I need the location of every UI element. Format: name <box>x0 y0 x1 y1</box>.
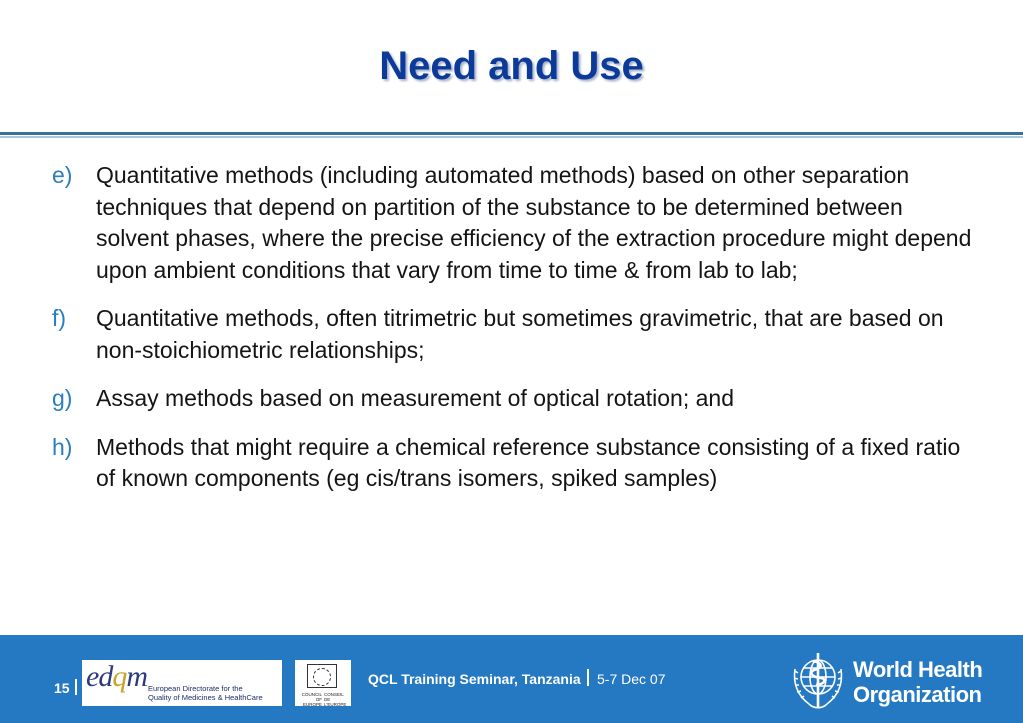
list-item-text: Assay methods based on measurement of optical rotation; and <box>96 385 734 411</box>
edqm-logo <box>82 660 282 706</box>
list-marker: g) <box>52 385 73 411</box>
seminar-separator <box>587 669 589 686</box>
coe-label-en: COUNCIL OF EUROPE <box>301 692 322 707</box>
page-separator <box>75 679 77 695</box>
council-of-europe-logo <box>295 660 351 706</box>
list-item-text: Methods that might require a chemical reference substance consisting of a fixed ratio of known components (eg cis/trans isomers, spiked samples) <box>96 433 961 491</box>
title-divider <box>0 132 1023 135</box>
edqm-caption-line: Quality of Medicines & HealthCare <box>148 693 263 702</box>
list-item-e <box>52 160 972 286</box>
list-marker: e) <box>52 162 73 188</box>
list-item-text: Quantitative methods (including automated methods) based on other separation techniques that depend on partition of the substance to be determined between solvent phases, where the precise efficiency of the extraction procedure might depend upon ambient conditions that vary from time to time & from lab to lab; <box>96 162 972 283</box>
edqm-logo-mark: edqm <box>86 660 147 693</box>
seminar-name: QCL Training Seminar, Tanzania <box>368 671 581 687</box>
list-item-text: Quantitative methods, often titrimetric but sometimes gravimetric, that are based on non-stoichiometric relationships; <box>96 305 944 363</box>
who-emblem-icon <box>789 649 847 713</box>
coe-label-fr: CONSEIL DE L'EUROPE <box>324 692 347 707</box>
council-of-europe-flag-icon <box>307 664 337 688</box>
slide-footer <box>0 635 1023 723</box>
edqm-caption-line: European Directorate for the <box>148 684 243 693</box>
list-item-f <box>52 303 972 366</box>
list-item-h <box>52 432 972 495</box>
organization-name <box>853 657 982 707</box>
bullet-list <box>52 160 972 512</box>
list-item-g <box>52 383 972 415</box>
page-number: 15 <box>54 680 70 696</box>
edqm-caption <box>148 684 278 702</box>
organization-name-line: World Health <box>853 657 983 682</box>
title-divider-light <box>0 136 1023 138</box>
seminar-date: 5-7 Dec 07 <box>597 671 666 687</box>
organization-name-line: Organization <box>853 682 982 707</box>
list-marker: h) <box>52 433 73 460</box>
list-marker: f) <box>52 305 67 331</box>
slide-title: Need and Use <box>379 44 644 88</box>
